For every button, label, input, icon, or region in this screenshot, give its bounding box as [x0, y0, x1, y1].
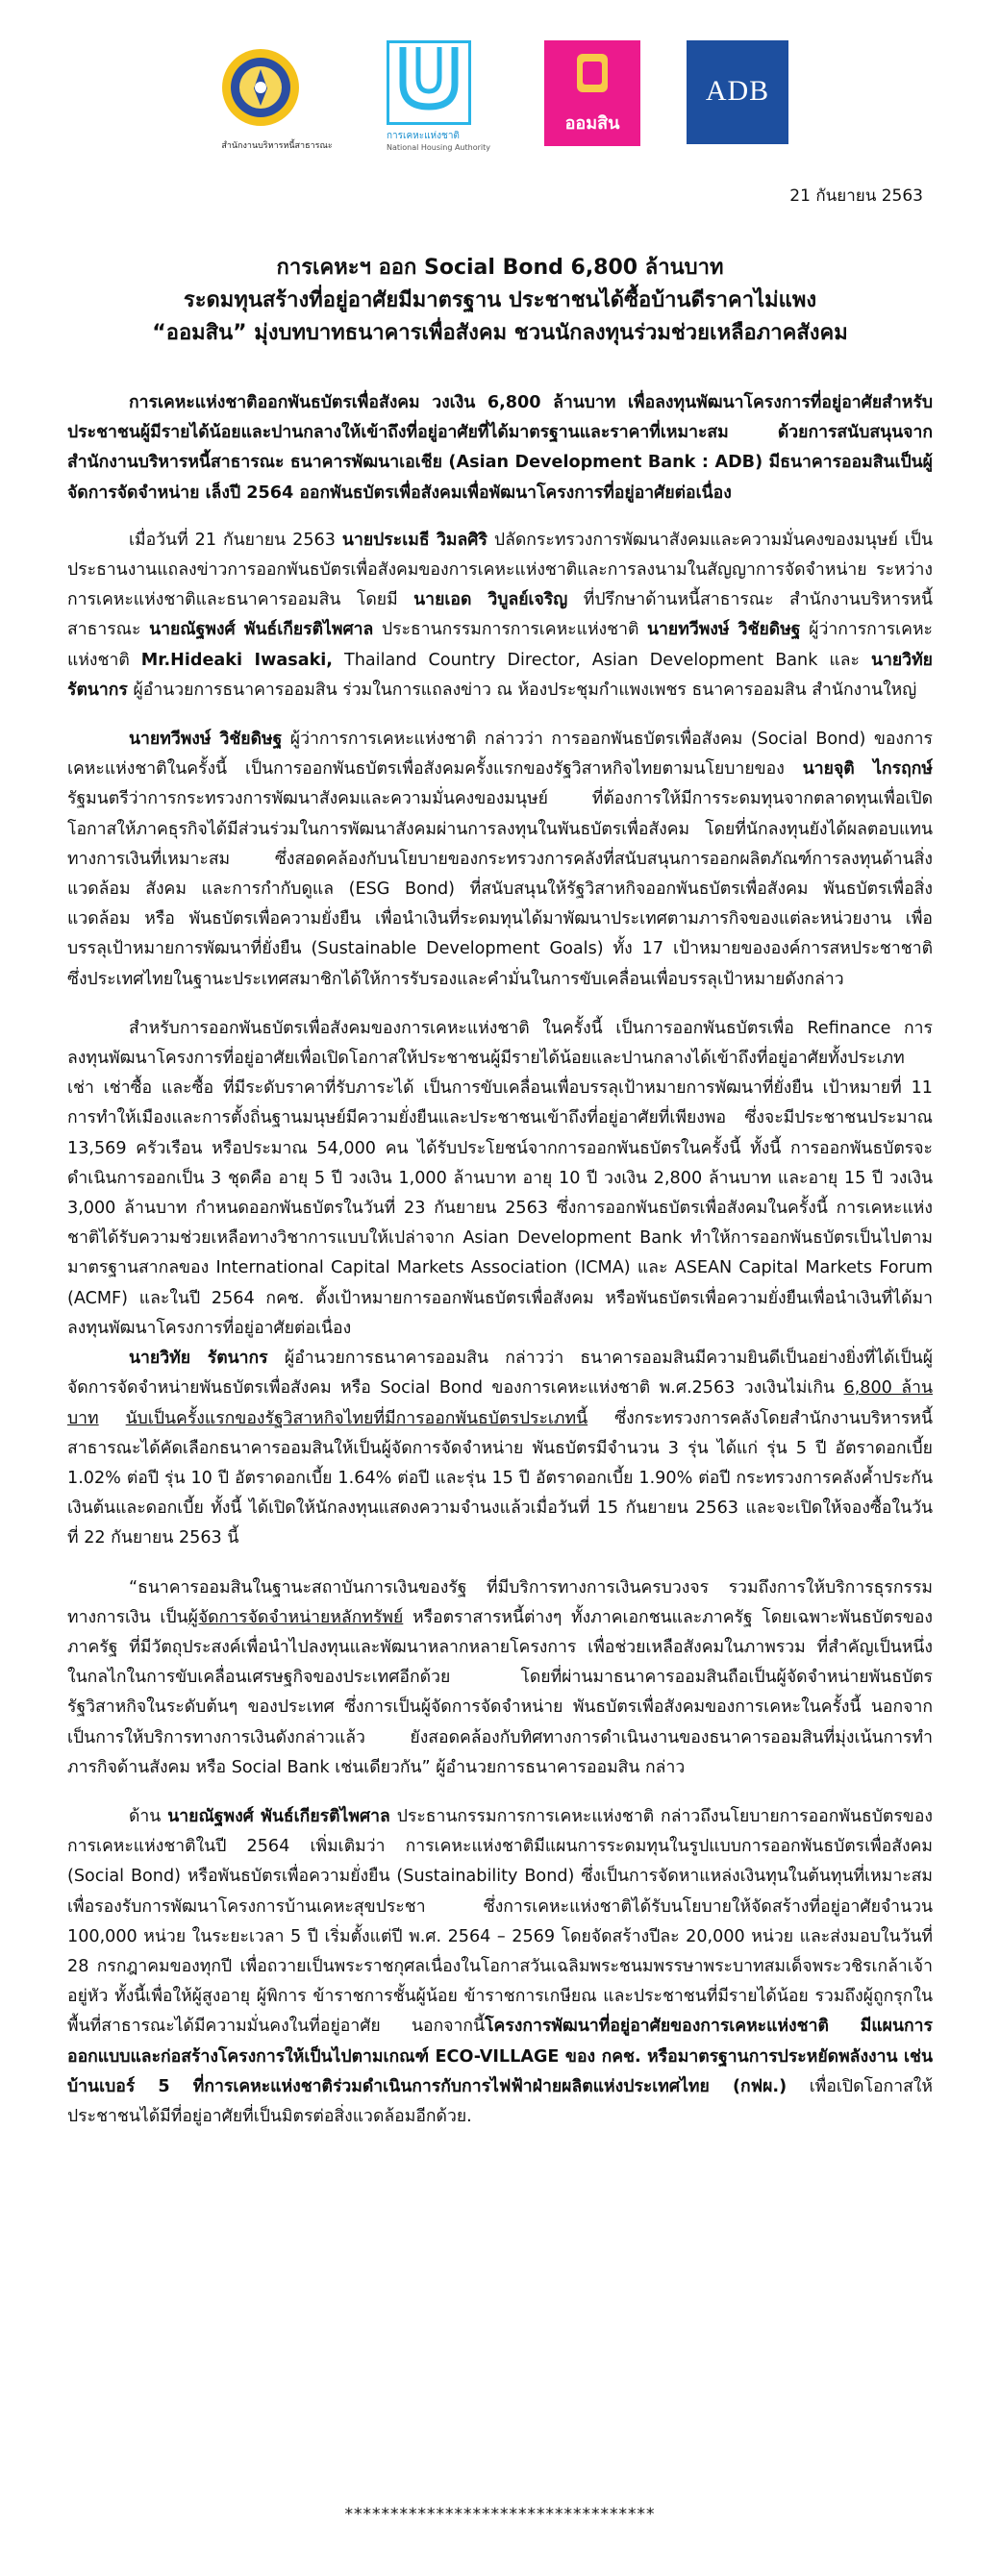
p1-name-4: นายทวีพงษ์ วิชัยดิษฐ: [647, 620, 801, 640]
gsb-logo-text: ออมสิน: [564, 113, 620, 134]
p1-name-5: Mr.Hideaki Iwasaki,: [140, 650, 333, 670]
p6-text-b: ประธานกรรมการการเคหะแห่งชาติ กล่าวถึงนโยบายการออกพันธบัตรของการเคหะแห่งชาติในปี 2564 เพิ่มเติมว่า การเคหะแห่งชาติมีแผนการระดมทุนในรูปแบบการออกพันธบัตรเพื่อสังคม (Social Bond) หรือพันธบัตรเพื่อความยั่งยืน (Sustainability Bond) ซึ่งเป็นการจัดหาแหล่งเงินทุนในต้นทุนที่เหมาะสม เพื่อรองรับการพัฒนาโครงการบ้านเคหะสุขประชา ซึ่งการเคหะแห่งชาติได้รับนโยบายให้จัดสร้างที่อยู่อาศัยจำนวน 100,000 หน่วย ในระยะเวลา 5 ปี เริ่มตั้งแต่ปี พ.ศ. 2564 – 2569 โดยจัดสร้างปีละ 20,000 หน่วย และส่งมอบในวันที่ 28 กรกฎาคมของทุกปี เพื่อถวายเป็นพระราชกุศลเนื่องในโอกาสวันเฉลิมพระชนมพรรษาพระบาทสมเด็จพระวชิรเกล้าเจ้าอยู่หัว ทั้งนี้เพื่อให้ผู้สูงอายุ ผู้พิการ ข้าราชการชั้นผู้น้อย ข้าราชการเกษียณ และประชาชนที่มีรายได้น้อย รวมถึงผู้ถูกรุกในพื้นที่สาธารณะได้มีความมั่นคงในที่อยู่อาศัย นอกจากนี้: [67, 1806, 933, 2037]
end-marker: **********************************: [344, 2505, 656, 2524]
article-body: [67, 388, 933, 2151]
p2-name-2: นายจุติ ไกรฤกษ์: [802, 759, 933, 780]
paragraph-5-quote: [67, 1573, 933, 1783]
paragraph-2: [67, 725, 933, 995]
headline-line-3: “ออมสิน” มุ่งบทบาทธนาคารเพื่อสังคม ชวนนักลงทุนร่วมช่วยเหลือภาคสังคม: [152, 321, 848, 345]
p1-text-c: ที่ปรึกษาด้านหนี้สาธารณะ สำนักงานบริหารหนี้สาธารณะ: [67, 590, 933, 640]
press-date: 21 กันยายน 2563: [789, 186, 923, 206]
nha-caption-en: National Housing Authority: [387, 143, 490, 152]
pdmo-emblem-icon: [219, 46, 302, 129]
p2-text-b: รัฐมนตรีว่าการกระทรวงการพัฒนาสังคมและความมั่นคงของมนุษย์ ที่ต้องการให้มีการระดมทุนจากตลาดทุนเพื่อเปิดโอกาสให้ภาคธุรกิจได้มีส่วนร่วมในการพัฒนาสังคมผ่านการลงทุนในพันธบัตรเพื่อสังคม โดยที่นักลงทุนยังได้ผลตอบแทนทางการเงินที่เหมาะสม ซึ่งสอดคล้องกับนโยบายของกระทรวงการคลังที่สนับสนุนการออกผลิตภัณฑ์การลงทุนด้านสิ่งแวดล้อม สังคม และการกำกับดูแล (ESG Bond) ที่สนับสนุนให้รัฐวิสาหกิจออกพันธบัตรเพื่อสังคม พันธบัตรเพื่อสิ่งแวดล้อม หรือ พันธบัตรเพื่อความยั่งยืน เพื่อนำเงินที่ระดมทุนได้มาพัฒนาประเทศตามภารกิจของแต่ละหน่วยงาน เพื่อบรรลุเป้าหมายการพัฒนาที่ยั่งยืน (Sustainable Development Goals) ทั้ง 17 เป้าหมายขององค์การสหประชาชาติ ซึ่งประเทศไทยในฐานะประเทศสมาชิกได้ให้การรับรองและคำมั่นในการขับเคลื่อนเพื่อบรรลุเป้าหมายดังกล่าว: [67, 789, 933, 989]
p6-name: นายณัฐพงศ์ พันธ์เกียรติไพศาล: [167, 1806, 390, 1826]
headline-line-1: การเคหะฯ ออก Social Bond 6,800 ล้านบาท: [276, 256, 724, 280]
p1-text-f: Thailand Country Director, Asian Development Bank และ: [333, 650, 871, 670]
p4-underline-first: นับเป็นครั้งแรกของรัฐวิสาหกิจไทยที่มีการออกพันธบัตรประเภทนี้: [125, 1408, 588, 1428]
p5-underline: ผู้จัดการจัดจำหน่ายหลักทรัพย์: [188, 1607, 404, 1627]
paragraph-6: [67, 1802, 933, 2132]
p6-text-a: ด้าน: [129, 1806, 168, 1826]
p5-text-b: หรือตราสารหนี้ต่างๆ ทั้งภาคเอกชนและภาครัฐ โดยเฉพาะพันธบัตรของภาครัฐ ที่มีวัตถุประสงค์เพื่อนำไปลงทุนและพัฒนาหลากหลายโครงการ เพื่อช่วยเหลือสังคมในภาพรวม ที่สำคัญเป็นหนึ่งในกลไกในการขับเคลื่อนเศรษฐกิจของประเทศอีกด้วย โดยที่ผ่านมาธนาคารออมสินถือเป็นผู้จัดจำหน่ายพันธบัตรรัฐวิสาหกิจในระดับต้นๆ ของประเทศ ซึ่งการเป็นผู้จัดการจัดจำหน่าย พันธบัตรเพื่อสังคมของการเคหะในครั้งนี้ นอกจากเป็นการให้บริการทางการเงินดังกล่าวแล้ว ยังสอดคล้องกับทิศทางการดำเนินงานของธนาคารออมสินที่มุ่งเน้นการทำภารกิจด้านสังคม หรือ Social Bank เช่นเดียวกัน” ผู้อำนวยการธนาคารออมสิน กล่าว: [67, 1607, 934, 1777]
p4-underline-amount: 6,800 ล้านบาท: [67, 1378, 933, 1428]
p1-text-e: ผู้ว่าการการเคหะแห่งชาติ: [67, 620, 933, 670]
p1-name-1: นายประเมธี วิมลศิริ: [341, 530, 488, 550]
adb-logo-text: ADB: [705, 75, 770, 107]
headline: [77, 252, 923, 350]
p4-text-c: ซึ่งกระทรวงการคลังโดยสำนักงานบริหารหนี้สาธารณะได้คัดเลือกธนาคารออมสินให้เป็นผู้จัดการจัดจำหน่าย พันธบัตรมีจำนวน 3 รุ่น ได้แก่ รุ่น 5 ปี อัตราดอกเบี้ย 1.02% ต่อปี รุ่น 10 ปี อัตราดอกเบี้ย 1.64% ต่อปี และรุ่น 15 ปี อัตราดอกเบี้ย 1.90% ต่อปี กระทรวงการคลังค้ำประกันเงินต้นและดอกเบี้ย ทั้งนี้ ได้เปิดให้นักลงทุนแสดงความจำนงแล้วเมื่อวันที่ 15 กันยายน 2563 และจะเปิดให้จองซื้อในวันที่ 22 กันยายน 2563 นี้: [67, 1408, 934, 1548]
p1-text-g: ผู้อำนวยการธนาคารออมสิน ร่วมในการแถลงข่าว ณ ห้องประชุมกำแพงเพชร ธนาคารออมสิน สำนักงานใหญ่: [127, 680, 917, 700]
nha-caption-th: การเคหะแห่งชาติ: [387, 131, 460, 141]
p1-name-3: นายณัฐพงศ์ พันธ์เกียรติไพศาล: [149, 620, 374, 640]
logo-bar: [0, 40, 1000, 165]
lead-paragraph: การเคหะแห่งชาติออกพันธบัตรเพื่อสังคม วงเงิน 6,800 ล้านบาท เพื่อลงทุนพัฒนาโครงการที่อยู่อาศัยสำหรับประชาชนผู้มีรายได้น้อยและปานกลางให้เข้าถึงที่อยู่อาศัยที่ได้มาตรฐานและราคาที่เหมาะสม ด้วยการสนับสนุนจากสำนักงานบริหารหนี้สาธารณะ ธนาคารพัฒนาเอเชีย (Asian Development Bank : ADB) มีธนาคารออมสินเป็นผู้จัดการจัดจำหน่าย เล็งปี 2564 ออกพันธบัตรเพื่อสังคมเพื่อพัฒนาโครงการที่อยู่อาศัยต่อเนื่อง: [67, 393, 933, 503]
adb-logo: [687, 40, 788, 144]
paragraph-4: [67, 1344, 933, 1553]
nha-mark-icon: [387, 40, 471, 125]
p6-text-c: เพื่อเปิดโอกาสให้ประชาชนได้มีที่อยู่อาศัยที่เป็นมิตรต่อสิ่งแวดล้อมอีกด้วย.: [67, 2076, 933, 2126]
p4-name: นายวิทัย รัตนากร: [129, 1349, 268, 1369]
paragraph-1: [67, 526, 933, 706]
p1-text-a: เมื่อวันที่ 21 กันยายน 2563: [129, 530, 342, 550]
pdmo-caption: สำนักงานบริหารหนี้สาธารณะ: [221, 141, 333, 151]
p4-text-b: [99, 1409, 126, 1428]
p1-name-6: นายวิทัย รัตนากร: [67, 650, 933, 700]
p2-text-a: ผู้ว่าการการเคหะแห่งชาติ กล่าวว่า การออกพันธบัตรเพื่อสังคม (Social Bond) ของการเคหะแห่งชาติในครั้งนี้ เป็นการออกพันธบัตรเพื่อสังคมครั้งแรกของรัฐวิสาหกิจไทยตามนโยบายของ: [67, 730, 933, 780]
gsb-logo: [544, 40, 640, 146]
p2-name-1: นายทวีพงษ์ วิชัยดิษฐ: [129, 730, 283, 750]
p1-text-d: ประธานกรรมการการเคหะแห่งชาติ: [373, 620, 648, 640]
paragraph-3: สำหรับการออกพันธบัตรเพื่อสังคมของการเคหะแห่งชาติ ในครั้งนี้ เป็นการออกพันธบัตรเพื่อ Refinance การลงทุนพัฒนาโครงการที่อยู่อาศัยเพื่อเปิดโอกาสให้ประชาชนผู้มีรายได้น้อยและปานกลางได้เข้าถึงที่อยู่อาศัยทั้งประเภท เช่า เช่าซื้อ และซื้อ ที่มีระดับราคาที่รับภาระได้ เป็นการขับเคลื่อนเพื่อบรรลุเป้าหมายการพัฒนาที่ยั่งยืน เป้าหมายที่ 11 การทำให้เมืองและการตั้งถิ่นฐานมนุษย์มีความยั่งยืนและประชาชนเข้าถึงที่อยู่อาศัยที่เพียงพอ ซึ่งจะมีประชาชนประมาณ 13,569 ครัวเรือน หรือประมาณ 54,000 คน ได้รับประโยชน์จากการออกพันธบัตรในครั้งนี้ ทั้งนี้ การออกพันธบัตรจะดำเนินการออกเป็น 3 ชุดคือ อายุ 5 ปี วงเงิน 1,000 ล้านบาท อายุ 10 ปี วงเงิน 2,800 ล้านบาท และอายุ 15 ปี วงเงิน 3,000 ล้านบาท กำหนดออกพันธบัตรในวันที่ 23 กันยายน 2563 ซึ่งการออกพันธบัตรเพื่อสังคมในครั้งนี้ การเคหะแห่งชาติได้รับความช่วยเหลือทางวิชาการแบบให้เปล่าจาก Asian Development Bank ทำให้การออกพันธบัตรเป็นไปตามมาตรฐานสากลของ International Capital Markets Association (ICMA) และ ASEAN Capital Markets Forum (ACMF) และในปี 2564 กคช. ตั้งเป้าหมายการออกพันธบัตรเพื่อสังคม หรือพันธบัตรเพื่อความยั่งยืนเพื่อนำเงินที่ได้มาลงทุนพัฒนาโครงการที่อยู่อาศัยต่อเนื่อง: [67, 1018, 933, 1338]
headline-line-2: ระดมทุนสร้างที่อยู่อาศัยมีมาตรฐาน ประชาชนได้ซื้อบ้านดีราคาไม่แพง: [183, 288, 817, 312]
p4-text-a: ผู้อำนวยการธนาคารออมสิน กล่าวว่า ธนาคารออมสินมีความยินดีเป็นอย่างยิ่งที่ได้เป็นผู้จัดการจัดจำหน่ายพันธบัตรเพื่อสังคม หรือ Social Bond ของการเคหะแห่งชาติ พ.ศ.2563 วงเงินไม่เกิน: [67, 1349, 933, 1399]
pdmo-logo: [219, 40, 335, 152]
gsb-emblem-icon: [544, 40, 640, 108]
nha-logo: [387, 40, 490, 152]
p1-name-2: นายเอด วิบูลย์เจริญ: [413, 590, 568, 610]
p1-text-b: ปลัดกระทรวงการพัฒนาสังคมและความมั่นคงของมนุษย์ เป็นประธานงานแถลงข่าวการออกพันธบัตรเพื่อสังคมของการเคหะแห่งชาติและการลงนามในสัญญาการจัดจำหน่าย ระหว่างการเคหะแห่งชาติและธนาคารออมสิน โดยมี: [67, 530, 933, 610]
p5-text-a: “ธนาคารออมสินในฐานะสถาบันการเงินของรัฐ ที่มีบริการทางการเงินครบวงจร รวมถึงการให้บริการธุรกรรมทางการเงิน เป็น: [67, 1577, 933, 1627]
p6-bold-project: โครงการพัฒนาที่อยู่อาศัยของการเคหะแห่งชาติ มีแผนการออกแบบและก่อสร้างโครงการให้เป็นไปตามเกณฑ์ ECO-VILLAGE ของ กคช. หรือมาตรฐานการประหยัดพลังงาน เช่น บ้านเบอร์ 5 ที่การเคหะแห่งชาติร่วมดำเนินการกับการไฟฟ้าฝ่ายผลิตแห่งประเทศไทย (กฟผ.): [67, 2017, 933, 2096]
